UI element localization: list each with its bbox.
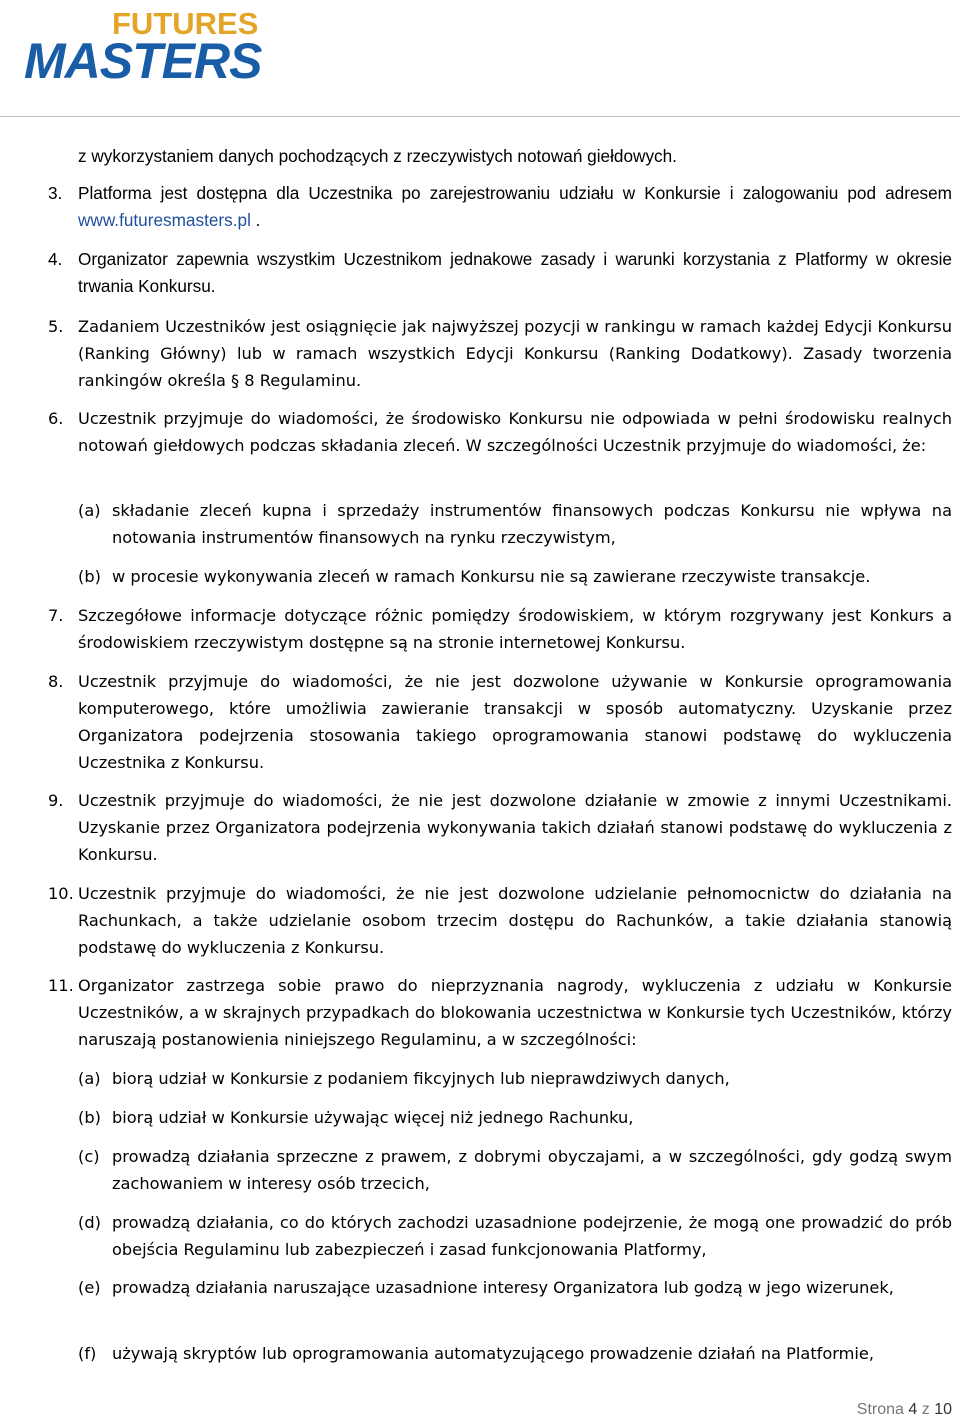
list-item-label: (f) [78,1344,97,1363]
list-item-label: (d) [78,1213,101,1232]
paragraph-number: 8. [48,672,64,691]
list-item-label: (a) [78,501,101,520]
paragraph-number: 5. [48,317,64,336]
list-item-text: biorą udział w Konkursie używając więcej niż jednego Rachunku, [112,1108,634,1127]
list-item-text: używają skryptów lub oprogramowania automatyzującego prowadzenie działań na Platformie, [112,1344,875,1363]
paragraph-number: 10. [48,884,74,903]
page-separator: z [921,1401,930,1418]
paragraph-text: Szczegółowe informacje dotyczące różnic pomiędzy środowiskiem, w którym rozgrywany jest Konkurs a środowiskiem rzeczywistym dostępne są na stronie internetowej Konkursu. [78,606,952,652]
paragraph-7 [48,602,952,656]
paragraph-6 [48,405,952,459]
paragraph-text: Uczestnik przyjmuje do wiadomości, że środowisko Konkursu nie odpowiada w pełni środowisku realnych notowań giełdowych podczas składania zleceń. W szczególności Uczestnik przyjmuje do wiadomości, że: [78,409,952,455]
list-item-text: biorą udział w Konkursie z podaniem fikcyjnych lub nieprawdziwych danych, [112,1069,730,1088]
list-item-label: (e) [78,1278,101,1297]
paragraph-text: Uczestnik przyjmuje do wiadomości, że nie jest dozwolone działanie w zmowie z innymi Uczestnikami. Uzyskanie przez Organizatora podejrzenia wykonywania takich działań stanowi podstawę do wykluczenia z Konkursu. [78,791,952,864]
paragraph-4 [48,246,952,300]
page-word: Strona [856,1401,904,1418]
paragraph-10 [48,880,952,961]
paragraph-11 [48,972,952,1053]
page-footer [857,1401,952,1419]
list-item-label: (a) [78,1069,101,1088]
list-item-text: prowadzą działania naruszające uzasadnione interesy Organizatora lub godzą w jego wizerunek, [112,1278,894,1297]
paragraph-continuation [78,143,952,170]
paragraph-text: Platforma jest dostępna dla Uczestnika po zarejestrowaniu udziału w Konkursie i zalogowaniu pod adresem [78,183,952,203]
paragraph-text-end: . [255,210,261,230]
paragraph-text: z wykorzystaniem danych pochodzących z rzeczywistych notowań giełdowych. [78,146,677,166]
page-header [0,0,960,118]
website-link[interactable]: www.futuresmasters.pl [78,210,251,230]
list-item-text: składanie zleceń kupna i sprzedaży instrumentów finansowych podczas Konkursu nie wpływa na notowania instrumentów finansowych na rynku rzeczywistym, [112,501,952,547]
futures-masters-logo [22,6,262,89]
paragraph-number: 11. [48,976,74,995]
header-divider [0,116,960,117]
paragraph-text: Organizator zapewnia wszystkim Uczestnikom jednakowe zasady i warunki korzystania z Platformy w okresie trwania Konkursu. [78,249,952,296]
list-item-label: (b) [78,567,101,586]
paragraph-number: 4. [48,249,63,269]
list-item-label: (c) [78,1147,100,1166]
paragraph-9 [48,787,952,868]
list-item-label: (b) [78,1108,101,1127]
page-current: 4 [908,1401,918,1418]
paragraph-text: Uczestnik przyjmuje do wiadomości, że nie jest dozwolone udzielanie pełnomocnictw do działania na Rachunkach, a także udzielanie osobom trzecim dostępu do Rachunków, a takie działania stanowią podstawę do wykluczenia z Konkursu. [78,884,952,957]
paragraph-text: Uczestnik przyjmuje do wiadomości, że nie jest dozwolone używanie w Konkursie oprogramowania komputerowego, które umożliwia zawieranie transakcji w sposób automatyczny. Uzyskanie przez Organizatora podejrzenia stosowania takiego oprogramowania stanowi podstawę do wykluczenia Uczestnika z Konkursu. [78,672,952,772]
paragraph-number: 7. [48,606,64,625]
paragraph-5 [48,313,952,394]
paragraph-text: Organizator zastrzega sobie prawo do nieprzyznania nagrody, wykluczenia z udziału w Konkursie Uczestników, a w skrajnych przypadkach do blokowania uczestnictwa w Konkursie tych Uczestników, którzy naruszają postanowienia niniejszego Regulaminu, a w szczególności: [78,976,952,1049]
list-item-text: prowadzą działania sprzeczne z prawem, z dobrymi obyczajami, a w szczególności, gdy godzą swym zachowaniem w interesy osób trzecich, [112,1147,952,1193]
page-total: 10 [934,1401,952,1418]
paragraph-number: 9. [48,791,64,810]
paragraph-3 [48,180,952,234]
list-item-text: w procesie wykonywania zleceń w ramach Konkursu nie są zawierane rzeczywiste transakcje. [112,567,871,586]
list-item-text: prowadzą działania, co do których zachodzi uzasadnione podejrzenie, że mogą one prowadzić do prób obejścia Regulaminu lub zabezpieczeń i zasad funkcjonowania Platformy, [112,1213,952,1259]
logo-line-futures: FUTURES [112,6,259,41]
paragraph-8 [48,668,952,776]
paragraph-text: Zadaniem Uczestników jest osiągnięcie jak najwyższej pozycji w rankingu w ramach każdej Edycji Konkursu (Ranking Główny) lub w ramach wszystkich Edycji Konkursu (Ranking Dodatkowy). Zasady tworzenia rankingów określa § 8 Regulaminu. [78,317,952,390]
paragraph-number: 3. [48,183,63,203]
paragraph-number: 6. [48,409,64,428]
logo-line-masters: MASTERS [24,33,262,89]
